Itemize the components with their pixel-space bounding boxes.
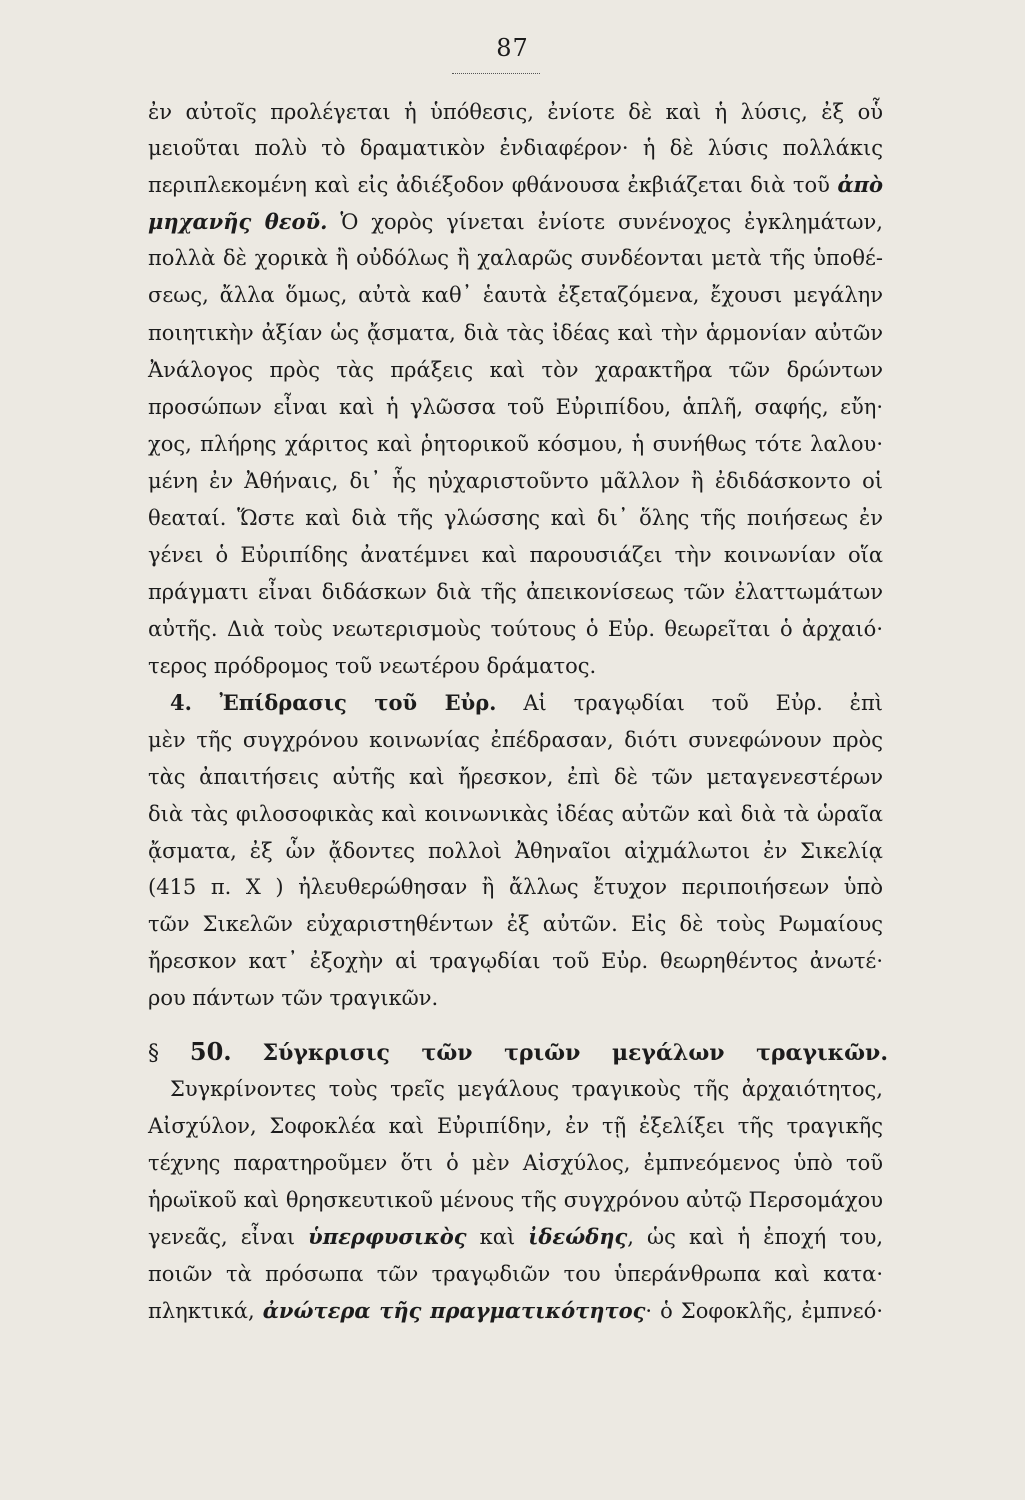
text-line bbox=[148, 135, 883, 161]
text-run: 4. Ἐπίδρασις τοῦ Εὐρ. bbox=[170, 690, 497, 715]
text-run: καὶ bbox=[466, 1225, 529, 1249]
text-run: ἀπὸ bbox=[837, 172, 883, 197]
text-line bbox=[170, 1076, 883, 1102]
text-run: διὰ τὰς φιλοσοφικὰς καὶ κοινωνικὰς ἰδέας αὐτῶν καὶ διὰ τὰ ὡραῖα bbox=[148, 802, 883, 826]
text-run: Αἰσχύλον, Σοφοκλέα καὶ Εὐριπίδην, ἐν τῇ ἐξελίξει τῆς τραγικῆς bbox=[148, 1114, 883, 1138]
text-run: πληκτικά, bbox=[148, 1299, 263, 1323]
text-run: τῶν Σικελῶν εὐχαριστηθέντων ἐξ αὐτῶν. Εἰς δὲ τοὺς Ρωμαίους bbox=[148, 912, 883, 936]
text-line bbox=[148, 1150, 883, 1176]
text-line bbox=[148, 357, 883, 383]
text-run: Αἱ τραγῳδίαι τοῦ Εὐρ. ἐπὶ bbox=[496, 691, 883, 715]
text-run: (415 π. Χ ) ἠλευθερώθησαν ἢ ἄλλως ἔτυχον περιποιήσεων ὑπὸ bbox=[148, 875, 883, 899]
text-run: · ὁ Σοφοκλῆς, ἐμπνεό· bbox=[645, 1299, 883, 1323]
page-number-rule bbox=[452, 73, 540, 74]
text-line bbox=[148, 172, 883, 198]
text-line bbox=[148, 874, 883, 900]
text-line bbox=[148, 764, 883, 790]
text-run: πολλὰ δὲ χορικὰ ἢ οὐδόλως ἢ χαλαρῶς συνδέονται μετὰ τῆς ὑποθέ- bbox=[148, 246, 883, 270]
text-line bbox=[148, 1113, 883, 1139]
text-line bbox=[148, 282, 883, 308]
text-run: αὐτῆς. Διὰ τοὺς νεωτερισμοὺς τούτους ὁ Εὐρ. θεωρεῖται ὁ ἀρχαιό· bbox=[148, 617, 883, 641]
text-line bbox=[148, 505, 883, 531]
text-run: ἀνώτερα τῆς πραγματικότητος bbox=[262, 1298, 646, 1323]
text-run: ποιῶν τὰ πρόσωπα τῶν τραγῳδιῶν του ὑπεράνθρωπα καὶ κατα· bbox=[148, 1262, 883, 1286]
text-run: ὑπερφυσικὸς bbox=[308, 1224, 467, 1249]
text-run: πράγματι εἶναι διδάσκων διὰ τῆς ἀπεικονίσεως τῶν ἐλαττωμάτων bbox=[148, 580, 883, 604]
text-run: Συγκρίνοντες τοὺς τρεῖς μεγάλους τραγικοὺς τῆς ἀρχαιότητος, bbox=[170, 1077, 883, 1101]
text-line bbox=[148, 245, 883, 271]
text-run: τέχνης παρατηροῦμεν ὅτι ὁ μὲν Αἰσχύλος, ἐμπνεόμενος ὑπὸ τοῦ bbox=[148, 1151, 883, 1175]
text-run: σεως, ἄλλα ὅμως, αὐτὰ καθ᾽ ἑαυτὰ ἐξεταζόμενα, ἔχουσι μεγάλην bbox=[148, 283, 883, 307]
section-heading bbox=[148, 1038, 888, 1068]
text-run: θεαταί. Ὥστε καὶ διὰ τῆς γλώσσης καὶ δι᾽ ὅλης τῆς ποιήσεως ἐν bbox=[148, 506, 883, 530]
text-run: γενεᾶς, εἶναι bbox=[148, 1225, 309, 1249]
text-line bbox=[170, 690, 883, 716]
text-run: μένη ἐν Ἀθήναις, δι᾽ ἧς ηὐχαριστοῦντο μᾶλλον ἢ ἐδιδάσκοντο οἱ bbox=[148, 469, 883, 493]
text-line bbox=[148, 320, 883, 346]
text-run: χος, πλήρης χάριτος καὶ ῥητορικοῦ κόσμου, ἡ συνήθως τότε λαλου· bbox=[148, 432, 883, 456]
text-line bbox=[148, 985, 883, 1011]
text-line bbox=[148, 1187, 883, 1213]
page-number: 87 bbox=[496, 34, 529, 62]
text-run: ρου πάντων τῶν τραγικῶν. bbox=[148, 986, 439, 1010]
text-run: μειοῦται πολὺ τὸ δραματικὸν ἐνδιαφέρον· ἡ δὲ λύσις πολλάκις bbox=[148, 136, 883, 160]
text-run: Ἀνάλογος πρὸς τὰς πράξεις καὶ τὸν χαρακτῆρα τῶν δρώντων bbox=[148, 358, 883, 382]
text-run: περιπλεκομένη καὶ εἰς ἀδιέξοδον φθάνουσα ἐκβιάζεται διὰ τοῦ bbox=[148, 173, 838, 197]
text-run: ᾄσματα, ἐξ ὧν ᾄδοντες πολλοὶ Ἀθηναῖοι αἰχμάλωτοι ἐν Σικελίᾳ bbox=[148, 839, 883, 863]
text-line bbox=[148, 653, 883, 679]
text-line bbox=[148, 838, 883, 864]
text-run: Ὁ χορὸς γίνεται ἐνίοτε συνένοχος ἐγκλημάτων, bbox=[327, 210, 883, 234]
text-line bbox=[148, 542, 883, 568]
text-line bbox=[148, 1224, 883, 1250]
section-title: Σύγκρισις τῶν τριῶν μεγάλων τραγικῶν. bbox=[262, 1040, 888, 1066]
text-line bbox=[148, 579, 883, 605]
text-run: , ὡς καὶ ἡ ἐποχή του, bbox=[627, 1225, 884, 1249]
text-line bbox=[148, 1261, 883, 1287]
text-line bbox=[148, 99, 883, 125]
text-line bbox=[148, 801, 883, 827]
text-run: προσώπων εἶναι καὶ ἡ γλῶσσα τοῦ Εὐριπίδου, ἁπλῆ, σαφής, εὔη· bbox=[148, 395, 883, 419]
section-number: 50. bbox=[189, 1037, 232, 1066]
text-run: ποιητικὴν ἀξίαν ὡς ᾄσματα, διὰ τὰς ἰδέας καὶ τὴν ἁρμονίαν αὐτῶν bbox=[148, 321, 883, 345]
text-run: ἐν αὐτοῖς προλέγεται ἡ ὑπόθεσις, ἐνίοτε δὲ καὶ ἡ λύσις, ἐξ οὗ bbox=[148, 100, 883, 124]
text-run: τὰς ἀπαιτήσεις αὐτῆς καὶ ἤρεσκον, ἐπὶ δὲ τῶν μεταγενεστέρων bbox=[148, 765, 883, 789]
text-run: ἰδεώδης bbox=[528, 1224, 628, 1249]
section-symbol: § bbox=[148, 1041, 159, 1066]
text-run: γένει ὁ Εὐριπίδης ἀνατέμνει καὶ παρουσιάζει τὴν κοινωνίαν οἵα bbox=[148, 543, 883, 567]
text-run: μὲν τῆς συγχρόνου κοινωνίας ἐπέδρασαν, διότι συνεφώνουν πρὸς bbox=[148, 728, 883, 752]
text-line bbox=[148, 1298, 883, 1324]
text-line bbox=[148, 616, 883, 642]
text-run: ἤρεσκον κατ᾽ ἐξοχὴν αἱ τραγῳδίαι τοῦ Εὐρ. θεωρηθέντος ἀνωτέ· bbox=[148, 949, 883, 973]
text-run: ἡρωϊκοῦ καὶ θρησκευτικοῦ μένους τῆς συγχρόνου αὐτῷ Περσομάχου bbox=[148, 1188, 883, 1212]
text-run: τερος πρόδρομος τοῦ νεωτέρου δράματος. bbox=[148, 654, 597, 678]
text-line bbox=[148, 948, 883, 974]
text-line bbox=[148, 727, 883, 753]
text-line bbox=[148, 911, 883, 937]
text-line bbox=[148, 468, 883, 494]
text-line bbox=[148, 431, 883, 457]
text-line bbox=[148, 209, 883, 235]
text-run: μηχανῆς θεοῦ. bbox=[148, 209, 328, 234]
text-line bbox=[148, 394, 883, 420]
